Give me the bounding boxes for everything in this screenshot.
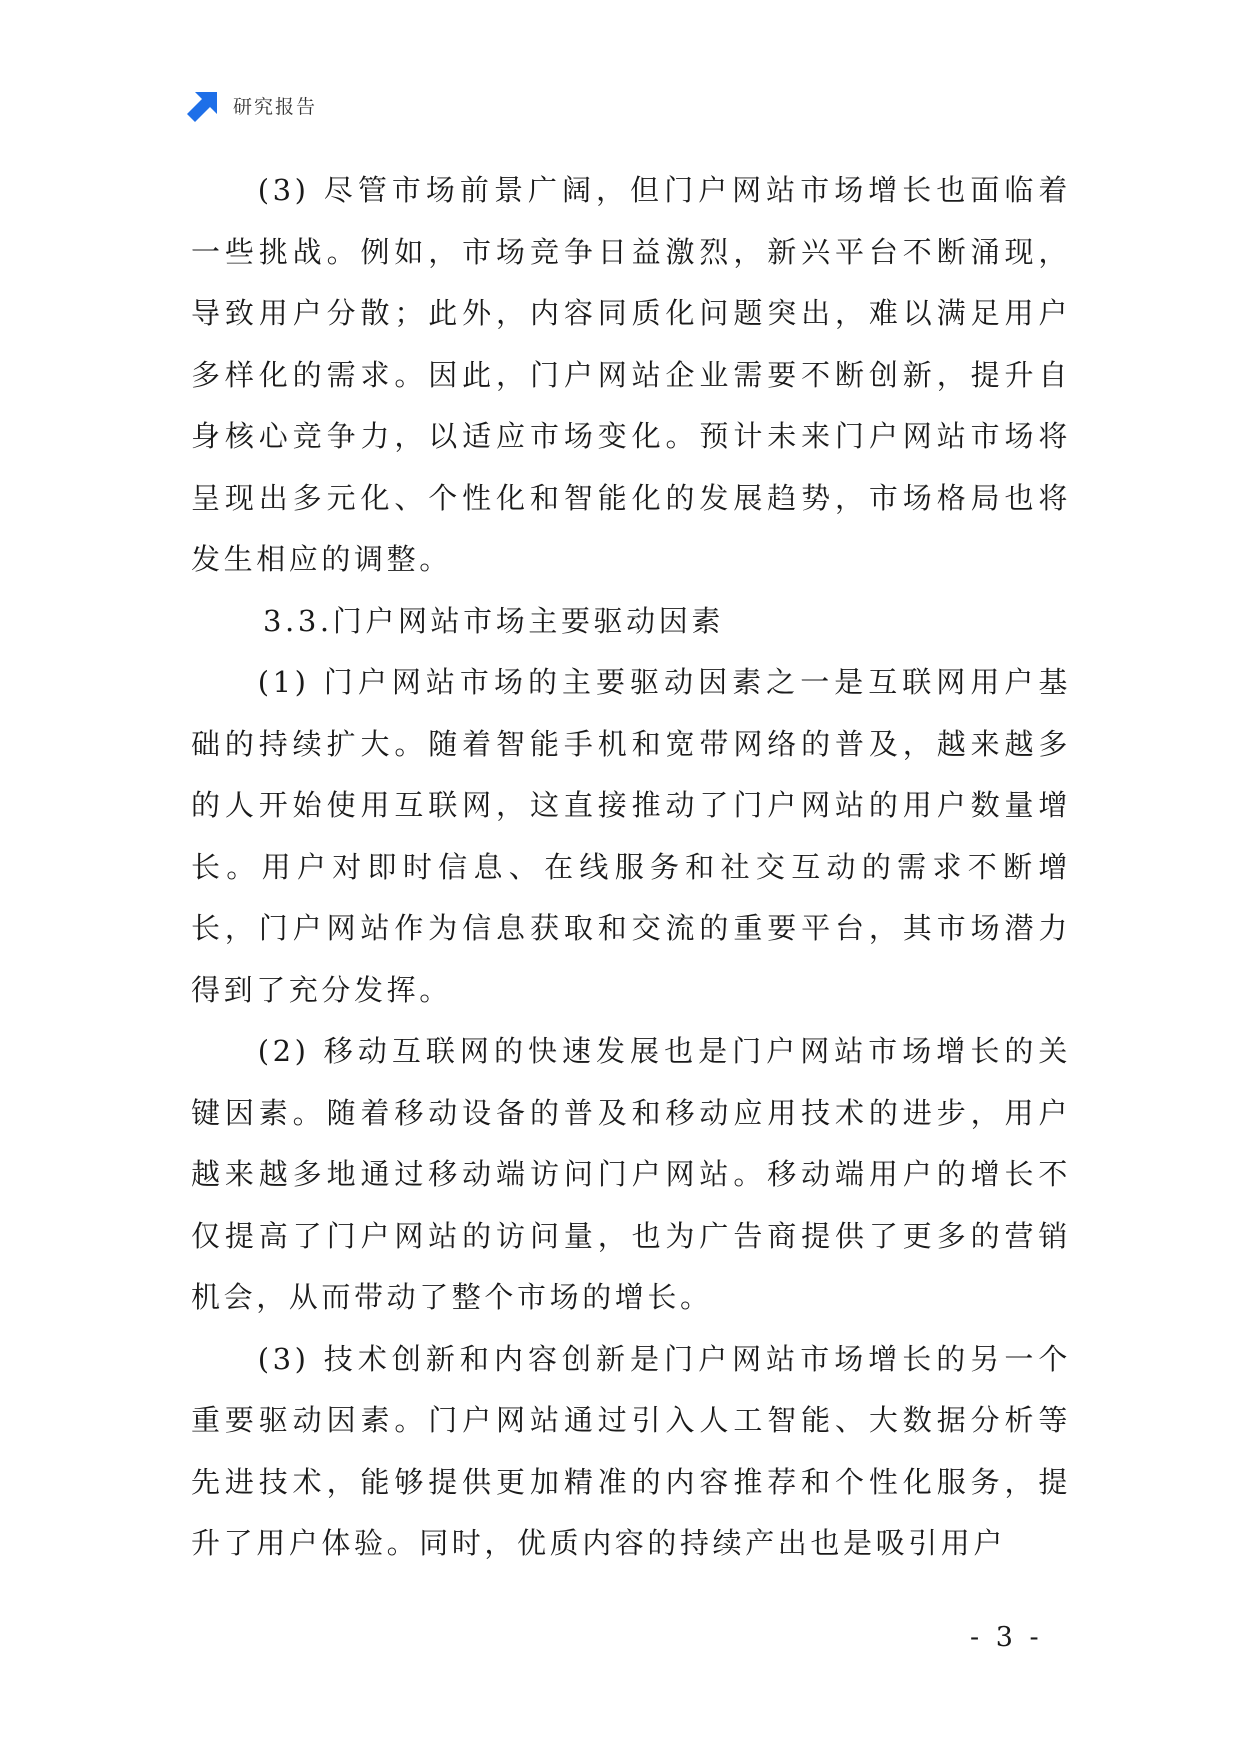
paragraph: (2) 移动互联网的快速发展也是门户网站市场增长的关键因素。随着移动设备的普及和移动应用技术的进步，用户越来越多地通过移动端访问门户网站。移动端用户的增长不仅提高了门户网站的访问量，也为广告商提供了更多的营销机会，从而带动了整个市场的增长。	[191, 1034, 1071, 1314]
arrow-up-right-icon	[187, 88, 221, 122]
document-header	[187, 88, 317, 122]
paragraph: (3) 技术创新和内容创新是门户网站市场增长的另一个重要驱动因素。门户网站通过引入人工智能、大数据分析等先进技术，能够提供更加精准的内容推荐和个性化服务，提升了用户体验。同时，优质内容的持续产出也是吸引用户	[191, 1341, 1071, 1560]
paragraph: (3) 尽管市场前景广阔，但门户网站市场增长也面临着一些挑战。例如，市场竞争日益激烈，新兴平台不断涌现，导致用户分散；此外，内容同质化问题突出，难以满足用户多样化的需求。因此，门户网站企业需要不断创新，提升自身核心竞争力，以适应市场变化。预计未来门户网站市场将呈现出多元化、个性化和智能化的发展趋势，市场格局也将发生相应的调整。	[191, 173, 1071, 576]
page-number: - 3 -	[970, 1622, 1043, 1653]
document-body	[191, 160, 1071, 1575]
paragraph: (1) 门户网站市场的主要驱动因素之一是互联网用户基础的持续扩大。随着智能手机和宽带网络的普及，越来越多的人开始使用互联网，这直接推动了门户网站的用户数量增长。用户对即时信息、在线服务和社交互动的需求不断增长，门户网站作为信息获取和交流的重要平台，其市场潜力得到了充分发挥。	[191, 665, 1071, 1007]
section-heading: 3.3.门户网站市场主要驱动因素	[263, 603, 724, 638]
header-title: 研究报告	[233, 95, 318, 118]
